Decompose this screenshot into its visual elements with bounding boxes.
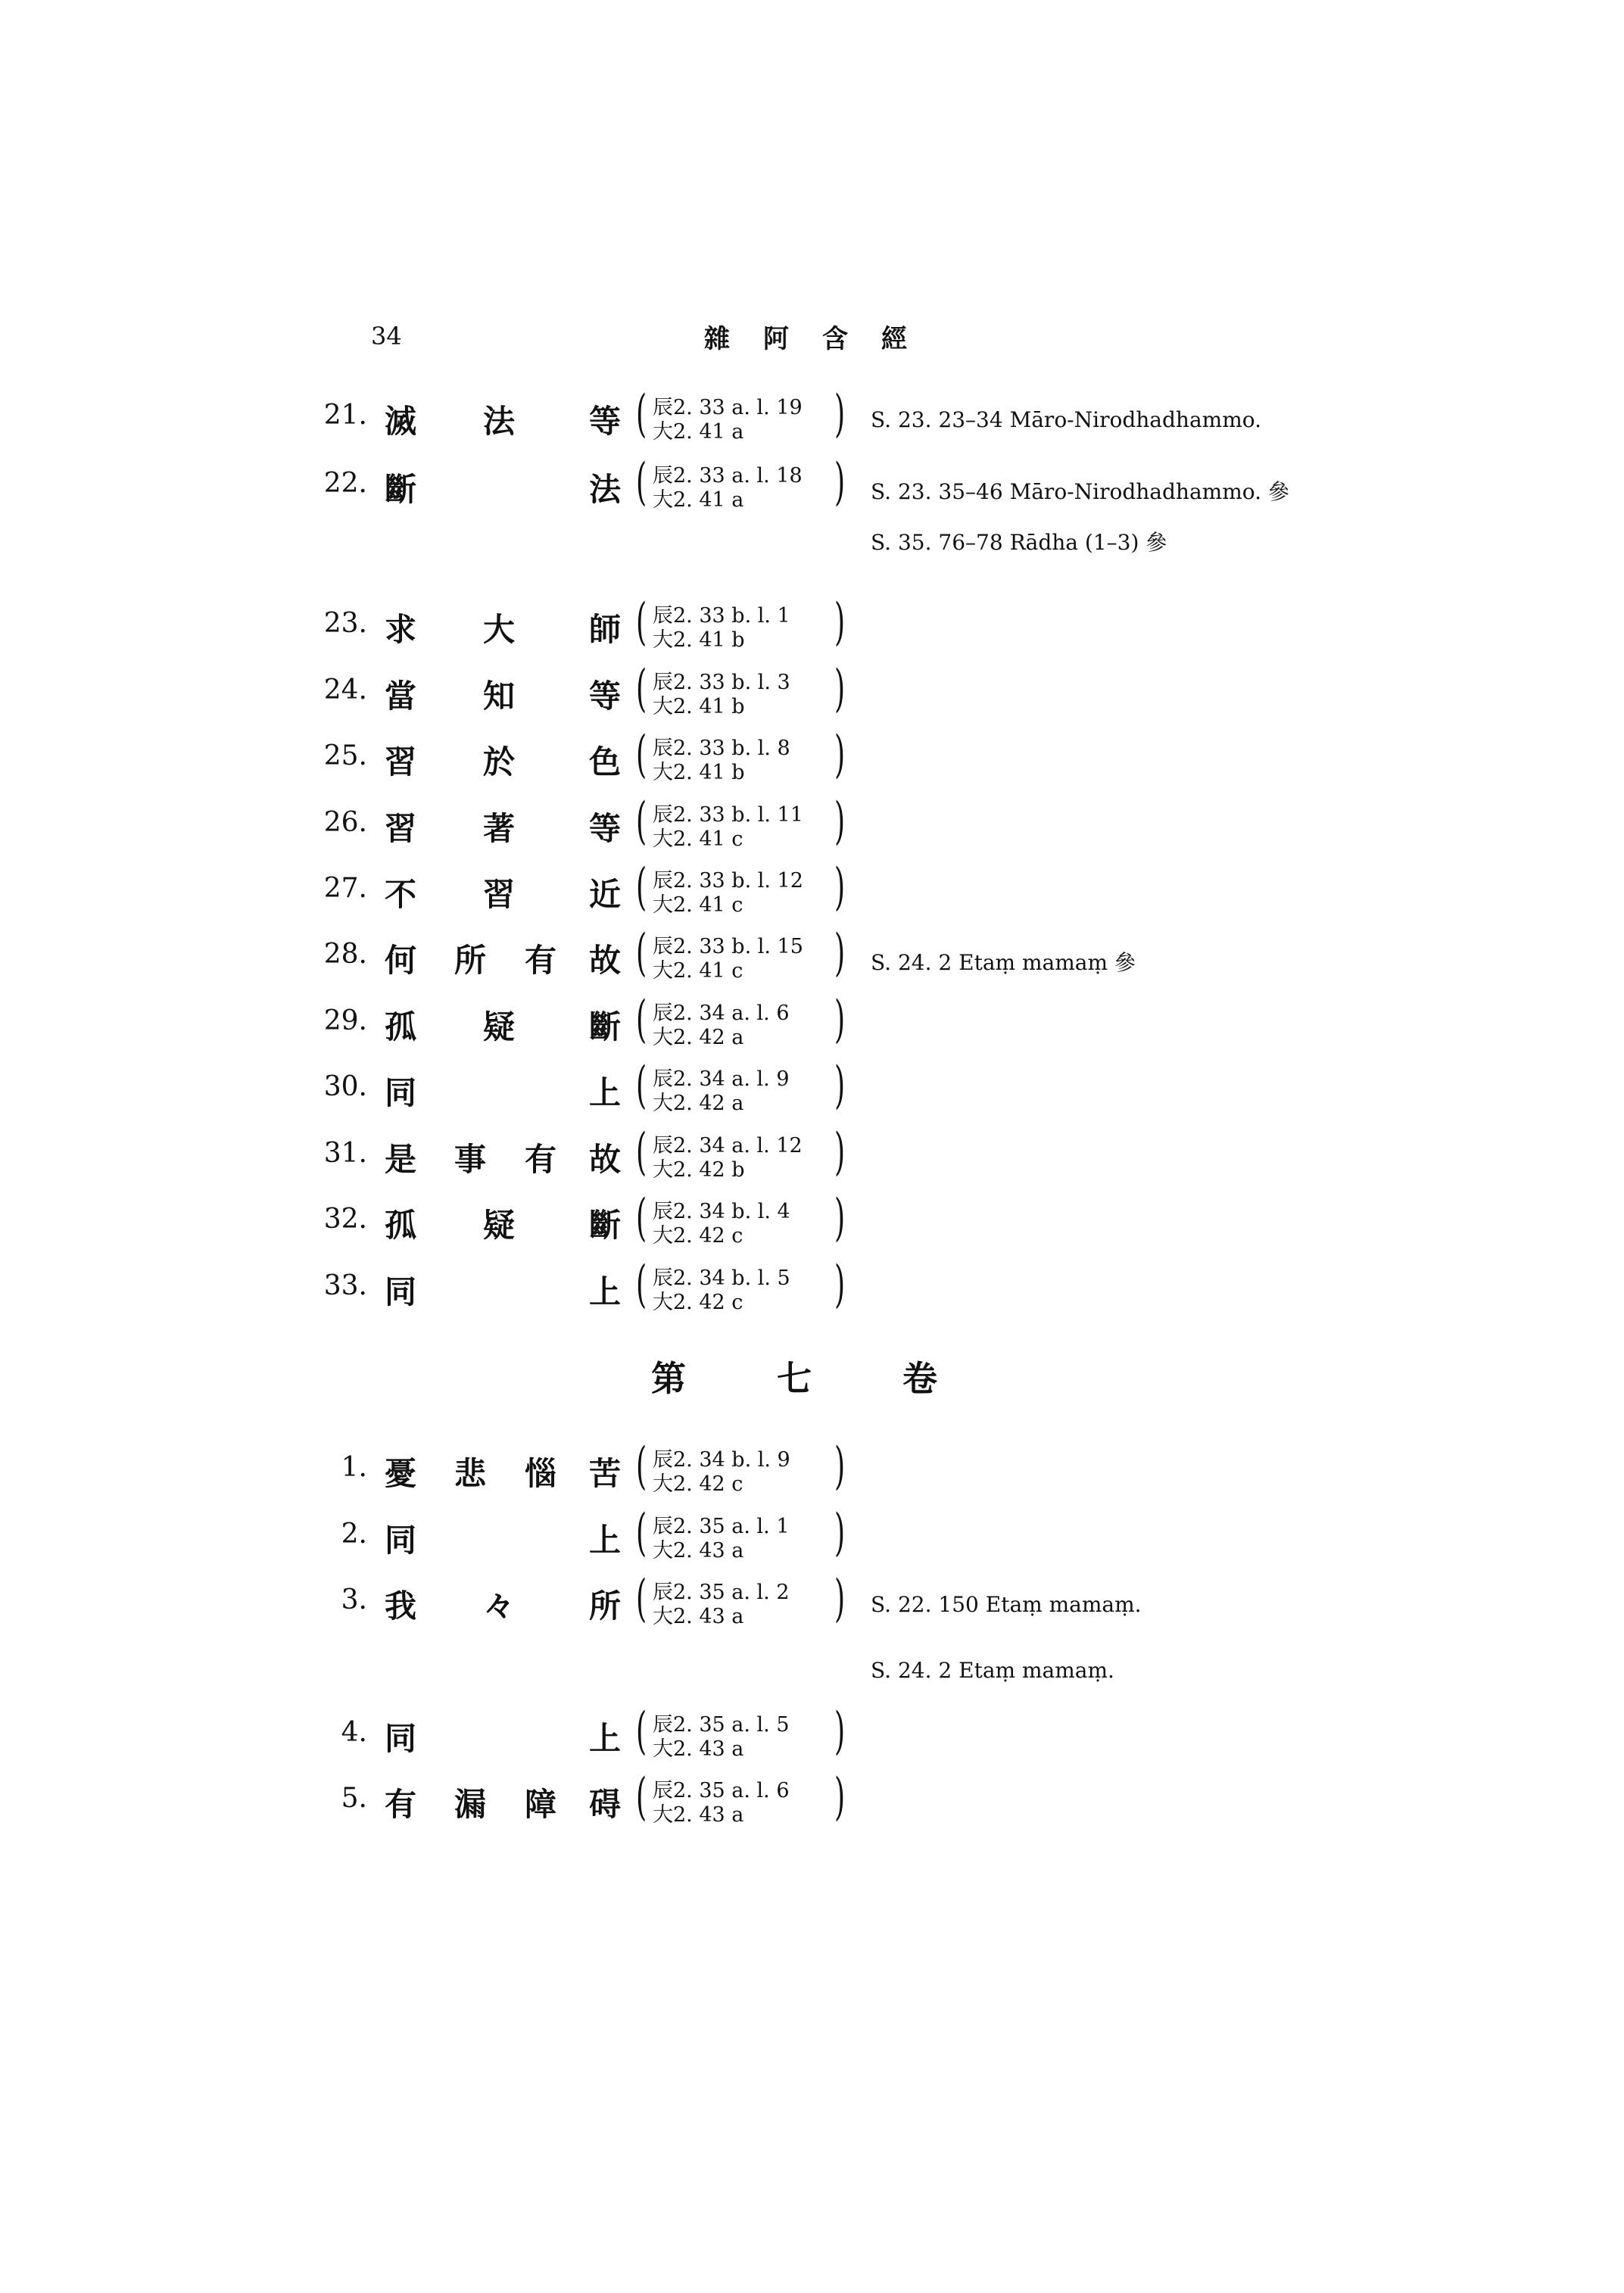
left-bracket: ( <box>636 1768 647 1826</box>
entry-row <box>303 1058 1590 1118</box>
reference-line-1: 辰2. 33 b. l. 3 <box>653 671 790 694</box>
title-char: 知 <box>483 678 516 715</box>
entry-number: 25. <box>323 740 367 771</box>
right-bracket: ) <box>834 1569 846 1628</box>
title-char: 有 <box>525 1141 557 1178</box>
title-char: 疑 <box>483 1008 516 1045</box>
page-number: 34 <box>371 322 402 350</box>
left-bracket: ( <box>636 593 647 651</box>
entry-row <box>303 925 1590 986</box>
title-char: 斷 <box>385 471 417 508</box>
title-char: 求 <box>385 611 417 648</box>
entry-number: 23. <box>323 608 367 639</box>
right-bracket: ) <box>834 990 846 1048</box>
left-bracket: ( <box>636 924 647 982</box>
reference-block <box>636 859 856 920</box>
entry-number: 4. <box>341 1717 367 1748</box>
citation: S. 23. 35–46 Māro-Nirodhadhammo. 參 <box>871 479 1289 504</box>
left-bracket: ( <box>636 858 647 916</box>
reference-line-1: 辰2. 33 b. l. 11 <box>653 803 803 827</box>
title-char: 等 <box>589 403 622 440</box>
entry-row <box>303 992 1590 1052</box>
entry-row <box>303 1124 1590 1185</box>
entry-number: 22. <box>323 468 367 499</box>
left-bracket: ( <box>636 792 647 850</box>
title-char: 所 <box>454 942 487 979</box>
entry-number: 24. <box>323 675 367 706</box>
reference-line-1: 辰2. 34 b. l. 9 <box>653 1448 790 1472</box>
reference-block <box>636 661 856 721</box>
left-bracket: ( <box>636 990 647 1048</box>
right-bracket: ) <box>834 858 846 916</box>
entry-row <box>303 454 1590 515</box>
title-char: 疑 <box>483 1207 516 1244</box>
title-char: 同 <box>385 1074 417 1111</box>
reference-block <box>636 1769 856 1830</box>
entry-row <box>303 793 1590 854</box>
title-char: 不 <box>385 876 417 913</box>
title-char: 障 <box>525 1786 557 1823</box>
right-bracket: ) <box>834 924 846 982</box>
reference-line-1: 辰2. 34 a. l. 12 <box>653 1134 803 1157</box>
title-char: 斷 <box>589 1008 622 1045</box>
reference-line-2: 大2. 42 c <box>653 1291 743 1314</box>
title-char: 々 <box>483 1587 516 1625</box>
reference-block <box>636 1703 856 1764</box>
title-char: 斷 <box>589 1207 622 1244</box>
title-char: 習 <box>385 743 417 780</box>
title-char: 惱 <box>525 1455 557 1492</box>
reference-line-1: 辰2. 33 a. l. 19 <box>653 396 803 419</box>
right-bracket: ) <box>834 1123 846 1181</box>
title-char: 事 <box>454 1141 487 1178</box>
entry-row <box>303 1257 1590 1317</box>
entry-number: 33. <box>323 1270 367 1301</box>
entry-row <box>303 1703 1590 1764</box>
title-char: 悲 <box>454 1455 487 1492</box>
left-bracket: ( <box>636 1702 647 1760</box>
reference-line-2: 大2. 43 a <box>653 1803 744 1827</box>
reference-line-2: 大2. 42 c <box>653 1224 743 1248</box>
left-bracket: ( <box>636 1437 647 1495</box>
title-char: 等 <box>589 678 622 715</box>
title-char: 漏 <box>454 1786 487 1823</box>
right-bracket: ) <box>834 659 846 718</box>
right-bracket: ) <box>834 1056 846 1114</box>
reference-line-1: 辰2. 35 a. l. 5 <box>653 1713 790 1737</box>
reference-block <box>636 454 856 515</box>
title-char: 師 <box>589 611 622 648</box>
entry-row <box>303 661 1590 721</box>
reference-line-2: 大2. 42 a <box>653 1092 744 1115</box>
entry-number: 29. <box>323 1005 367 1036</box>
reference-line-1: 辰2. 33 b. l. 8 <box>653 737 790 760</box>
left-bracket: ( <box>636 453 647 511</box>
entry-number: 3. <box>341 1584 367 1615</box>
left-bracket: ( <box>636 1569 647 1628</box>
reference-line-2: 大2. 42 a <box>653 1026 744 1049</box>
title-char: 上 <box>589 1074 622 1111</box>
right-bracket: ) <box>834 792 846 850</box>
reference-line-1: 辰2. 33 b. l. 1 <box>653 604 790 628</box>
title-char: 於 <box>483 743 516 780</box>
reference-line-1: 辰2. 33 b. l. 12 <box>653 869 803 893</box>
title-char: 故 <box>589 942 622 979</box>
chapter-heading: 第七卷 <box>651 1358 1028 1399</box>
left-bracket: ( <box>636 725 647 784</box>
reference-line-2: 大2. 43 a <box>653 1539 744 1562</box>
entry-number: 32. <box>323 1204 367 1235</box>
entry-number: 27. <box>323 873 367 904</box>
running-title: 雜阿含經 <box>704 324 940 354</box>
title-char: 習 <box>483 876 516 913</box>
left-bracket: ( <box>636 1255 647 1313</box>
entry-row <box>303 859 1590 920</box>
reference-line-2: 大2. 41 a <box>653 488 744 512</box>
title-char: 孤 <box>385 1008 417 1045</box>
title-char: 是 <box>385 1141 417 1178</box>
title-char: 苦 <box>589 1455 622 1492</box>
right-bracket: ) <box>834 593 846 651</box>
entry-number: 2. <box>341 1519 367 1550</box>
reference-line-2: 大2. 41 c <box>653 893 743 917</box>
entry-row <box>303 1190 1590 1251</box>
entry-row <box>303 594 1590 655</box>
title-char: 孤 <box>385 1207 417 1244</box>
title-char: 同 <box>385 1720 417 1757</box>
title-char: 同 <box>385 1522 417 1559</box>
reference-block <box>636 727 856 787</box>
title-char: 何 <box>385 942 417 979</box>
right-bracket: ) <box>834 1702 846 1760</box>
title-char: 法 <box>483 403 516 440</box>
entry-row <box>303 1505 1590 1566</box>
reference-line-1: 辰2. 34 b. l. 4 <box>653 1200 790 1223</box>
title-char: 故 <box>589 1141 622 1178</box>
reference-block <box>636 925 856 986</box>
reference-line-1: 辰2. 35 a. l. 1 <box>653 1515 790 1538</box>
cite-extra-22: S. 35. 76–78 Rādha (1–3) 參 <box>871 530 1167 555</box>
reference-line-2: 大2. 43 a <box>653 1605 744 1628</box>
reference-line-1: 辰2. 35 a. l. 6 <box>653 1779 790 1802</box>
title-char: 法 <box>589 471 622 508</box>
reference-line-2: 大2. 42 c <box>653 1472 743 1496</box>
reference-block <box>636 1505 856 1566</box>
entry-row <box>303 727 1590 787</box>
reference-block <box>636 1257 856 1317</box>
entry-number: 26. <box>323 807 367 838</box>
reference-line-2: 大2. 41 b <box>653 761 745 784</box>
title-char: 色 <box>589 743 622 780</box>
left-bracket: ( <box>636 1123 647 1181</box>
reference-block <box>636 1571 856 1631</box>
reference-line-1: 辰2. 34 b. l. 5 <box>653 1266 790 1290</box>
entry-number: 28. <box>323 939 367 970</box>
reference-line-2: 大2. 41 a <box>653 420 744 444</box>
reference-line-2: 大2. 42 b <box>653 1158 745 1182</box>
reference-line-1: 辰2. 33 a. l. 18 <box>653 464 803 488</box>
title-char: 所 <box>589 1587 622 1625</box>
entry-number: 21. <box>323 400 367 431</box>
entry-number: 1. <box>341 1452 367 1483</box>
entry-row <box>303 386 1590 447</box>
right-bracket: ) <box>834 1503 846 1562</box>
reference-line-2: 大2. 41 b <box>653 695 745 718</box>
reference-block <box>636 386 856 447</box>
right-bracket: ) <box>834 385 846 443</box>
title-char: 等 <box>589 810 622 847</box>
entry-row <box>303 1438 1590 1499</box>
entry-number: 30. <box>323 1071 367 1102</box>
reference-line-2: 大2. 41 c <box>653 827 743 851</box>
title-char: 上 <box>589 1720 622 1757</box>
entry-number: 31. <box>323 1138 367 1169</box>
citation: S. 22. 150 Etaṃ mamaṃ. <box>871 1592 1142 1617</box>
reference-line-1: 辰2. 33 b. l. 15 <box>653 935 803 958</box>
reference-block <box>636 1124 856 1185</box>
right-bracket: ) <box>834 1255 846 1313</box>
entry-row <box>303 1769 1590 1830</box>
title-char: 憂 <box>385 1455 417 1492</box>
reference-line-1: 辰2. 35 a. l. 2 <box>653 1581 790 1604</box>
cite-extra-3: S. 24. 2 Etaṃ mamaṃ. <box>871 1658 1114 1683</box>
reference-line-2: 大2. 41 c <box>653 959 743 983</box>
citation: S. 24. 2 Etaṃ mamaṃ 參 <box>871 950 1136 975</box>
title-char: 有 <box>525 942 557 979</box>
reference-line-1: 辰2. 34 a. l. 6 <box>653 1002 790 1025</box>
title-char: 近 <box>589 876 622 913</box>
title-char: 上 <box>589 1273 622 1310</box>
right-bracket: ) <box>834 1189 846 1247</box>
reference-block <box>636 1438 856 1499</box>
reference-block <box>636 992 856 1052</box>
title-char: 上 <box>589 1522 622 1559</box>
title-char: 我 <box>385 1587 417 1625</box>
reference-block <box>636 1058 856 1118</box>
title-char: 著 <box>483 810 516 847</box>
left-bracket: ( <box>636 1189 647 1247</box>
left-bracket: ( <box>636 659 647 718</box>
entry-row <box>303 1571 1590 1631</box>
entry-number: 5. <box>341 1783 367 1814</box>
right-bracket: ) <box>834 1768 846 1826</box>
right-bracket: ) <box>834 453 846 511</box>
right-bracket: ) <box>834 1437 846 1495</box>
reference-block <box>636 793 856 854</box>
title-char: 當 <box>385 678 417 715</box>
reference-line-2: 大2. 43 a <box>653 1737 744 1761</box>
reference-line-1: 辰2. 34 a. l. 9 <box>653 1067 790 1091</box>
reference-block <box>636 1190 856 1251</box>
reference-line-2: 大2. 41 b <box>653 628 745 652</box>
title-char: 同 <box>385 1273 417 1310</box>
citation: S. 23. 23–34 Māro-Nirodhadhammo. <box>871 407 1262 432</box>
title-char: 滅 <box>385 403 417 440</box>
left-bracket: ( <box>636 1056 647 1114</box>
left-bracket: ( <box>636 1503 647 1562</box>
reference-block <box>636 594 856 655</box>
title-char: 習 <box>385 810 417 847</box>
title-char: 大 <box>483 611 516 648</box>
title-char: 碍 <box>589 1786 622 1823</box>
left-bracket: ( <box>636 385 647 443</box>
title-char: 有 <box>385 1786 417 1823</box>
right-bracket: ) <box>834 725 846 784</box>
